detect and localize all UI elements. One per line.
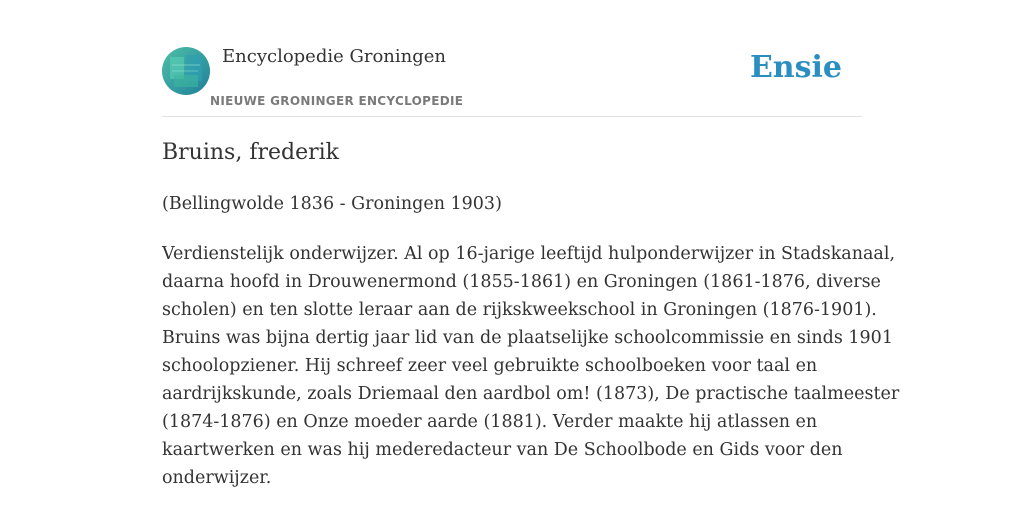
- article-title: Bruins, frederik: [162, 140, 339, 165]
- body-line: (1874-1876) en Onze moeder aarde (1881). Verder maakte hij atlassen en: [162, 412, 818, 432]
- article-dates: (Bellingwolde 1836 - Groningen 1903): [162, 194, 502, 214]
- body-line: onderwijzer.: [162, 468, 272, 488]
- header: [162, 0, 862, 117]
- body-line: Bruins was bijna dertig jaar lid van de plaatselijke schoolcommissie en sinds 1901: [162, 328, 893, 348]
- page: [162, 0, 900, 488]
- site-title[interactable]: Encyclopedie Groningen: [222, 46, 447, 67]
- article-body: [162, 240, 900, 492]
- body-line: Verdienstelijk onderwijzer. Al op 16-jarige leeftijd hulponderwijzer in Stadskanaal,: [162, 244, 896, 264]
- encyclopedia-logo-icon[interactable]: [162, 47, 210, 95]
- ensie-brand-logo[interactable]: Ensie: [749, 50, 842, 85]
- body-line: daarna hoofd in Drouwenermond (1855-1861) en Groningen (1861-1876, diverse: [162, 272, 881, 292]
- site-subtitle: NIEUWE GRONINGER ENCYCLOPEDIE: [210, 94, 464, 108]
- body-line: aardrijkskunde, zoals Driemaal den aardbol om! (1873), De practische taalmeester: [162, 384, 900, 404]
- body-line: scholen) en ten slotte leraar aan de rijkskweekschool in Groningen (1876-1901).: [162, 300, 877, 320]
- body-line: kaartwerken en was hij mederedacteur van De Schoolbode en Gids voor den: [162, 440, 843, 460]
- body-line: schoolopziener. Hij schreef zeer veel gebruikte schoolboeken voor taal en: [162, 356, 818, 376]
